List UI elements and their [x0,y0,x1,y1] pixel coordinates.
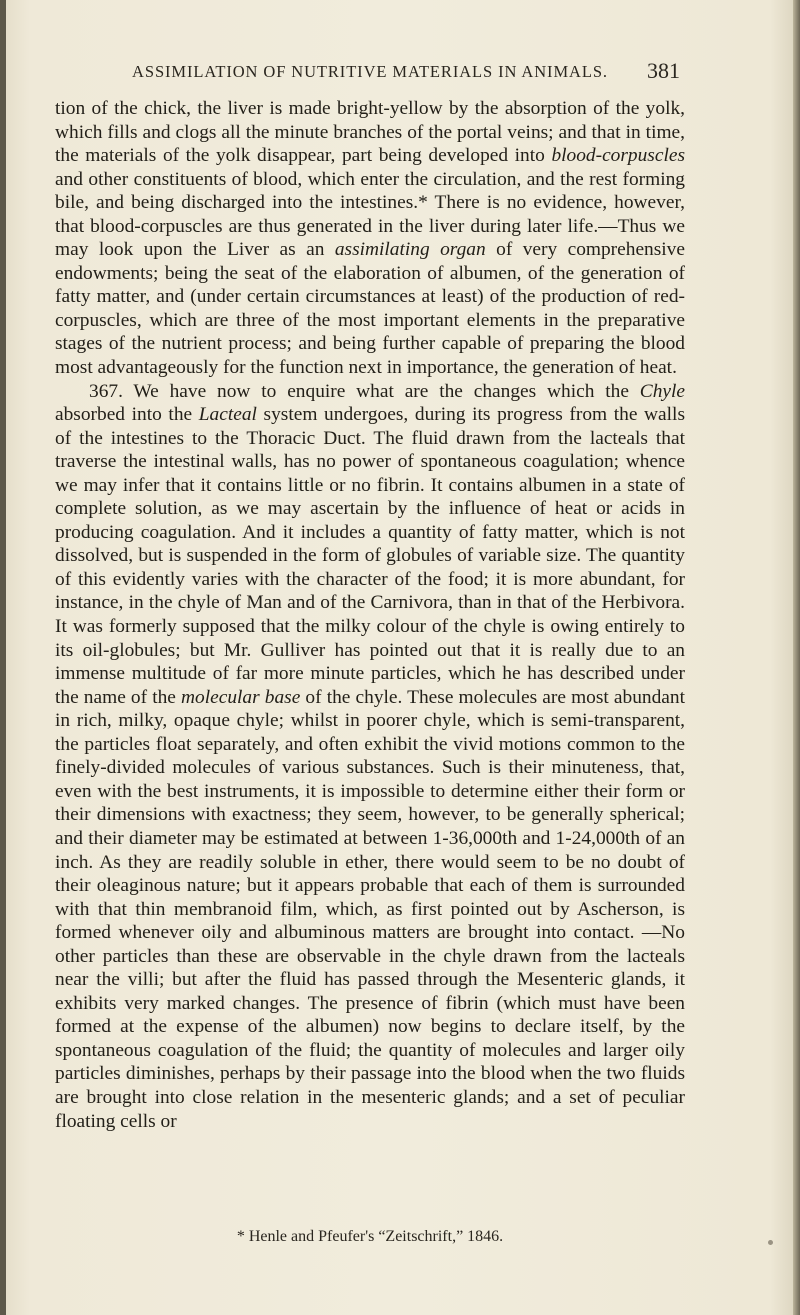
italic-term-assimilating-organ: assimilating organ [334,239,486,261]
italic-term-molecular-base: molecular base [181,686,301,708]
page-number: 381 [647,58,680,83]
body-text [55,97,685,1133]
text-run: of very comprehensive endowments; being the seat of the elaboration of albumen, of the generation of fatty matter, and (under certain circumstances at least) of the production of red-corpuscles, which are three of the most important elements in the preparative stages of the nutrient process; and being further capable of preparing the blood most advantageously for the function next in importance, the generation of heat. [55,239,685,379]
paper-speck [768,1240,773,1245]
italic-term-lacteal: Lacteal [198,404,257,426]
text-run: absorbed into the [55,404,199,426]
running-title: ASSIMILATION OF NUTRITIVE MATERIALS IN ANIMALS. [132,62,608,81]
italic-term-chyle: Chyle [639,380,685,402]
text-run: 367. We have now to enquire what are the changes which the [89,380,640,402]
footnote: * Henle and Pfeufer's “Zeitschrift,” 1846. [236,1228,504,1245]
text-run: of the chyle. These molecules are most abundant in rich, milky, opaque chyle; whilst in poorer chyle, which is semi-transparent, the particles float separately, and often exhibit the vivid motions common to the finely-divided molecules of various substances. Such is their minuteness, that, even with the best instruments, it is impossible to determine either their form or their dimensions with exactness; they seem, however, to be generally spherical; and their diameter may be estimated at between 1-36,000th and 1-24,000th of an inch. As they are readily soluble in ether, there would seem to be no doubt of their oleaginous nature; but it appears probable that each of them is surrounded with that thin membranoid film, which, as first pointed out by Ascherson, is formed whenever oily and albuminous matters are brought into contact. —No other particles than these are observable in the chyle drawn from the lacteals near the villi; but after the fluid has passed through the Mesenteric glands, it exhibits very marked changes. The presence of fibrin (which must have been formed at the expense of the albumen) now begins to declare itself, by the spontaneous coagulation of the fluid; the quantity of molecules and larger oily particles diminishes, perhaps by their passage into the blood when the two fluids are brought into close relation in the mesenteric glands; and a set of peculiar floating cells or [55,686,685,1132]
text-run: and other constituents of blood, which enter the circulation, and the rest forming bile, and being discharged into the intestines.* There is no evidence, however, that blood-corpuscles are thus generated in the liver during later life.—Thus we may look upon the Liver as an [55,168,685,261]
paragraph-367-chyle [55,380,685,1134]
paragraph-liver-assimilation [55,97,685,380]
text-run: tion of the chick, the liver is made bright-yellow by the absorption of the yolk, which fills and clogs all the minute branches of the portal veins; and that in time, the materials of the yolk disappear, part being developed into [55,98,685,167]
italic-term-blood-corpuscles: blood-corpuscles [551,145,685,167]
page-header [0,58,800,92]
text-run: system undergoes, during its progress from the walls of the intestines to the Thoracic Duct. The fluid drawn from the lacteals that traverse the intestinal walls, has no power of spontaneous coagulation; whence we may infer that it contains little or no fibrin. It contains albumen in a state of complete solution, as we may ascertain by the influence of heat or acids in producing coagulation. And it includes a quantity of fatty matter, which is not dissolved, but is suspended in the form of globules of variable size. The quantity of this evidently varies with the character of the food; it is more abundant, for instance, in the chyle of Man and of the Carnivora, than in that of the Herbivora. It was formerly supposed that the milky colour of the chyle is owing entirely to its oil-globules; but Mr. Gulliver has pointed out that it is really due to an immense multitude of far more minute particles, which he has described under the name of the [55,404,685,708]
page-left-edge-shadow [0,0,6,1315]
page-right-edge-shadow [793,0,800,1315]
